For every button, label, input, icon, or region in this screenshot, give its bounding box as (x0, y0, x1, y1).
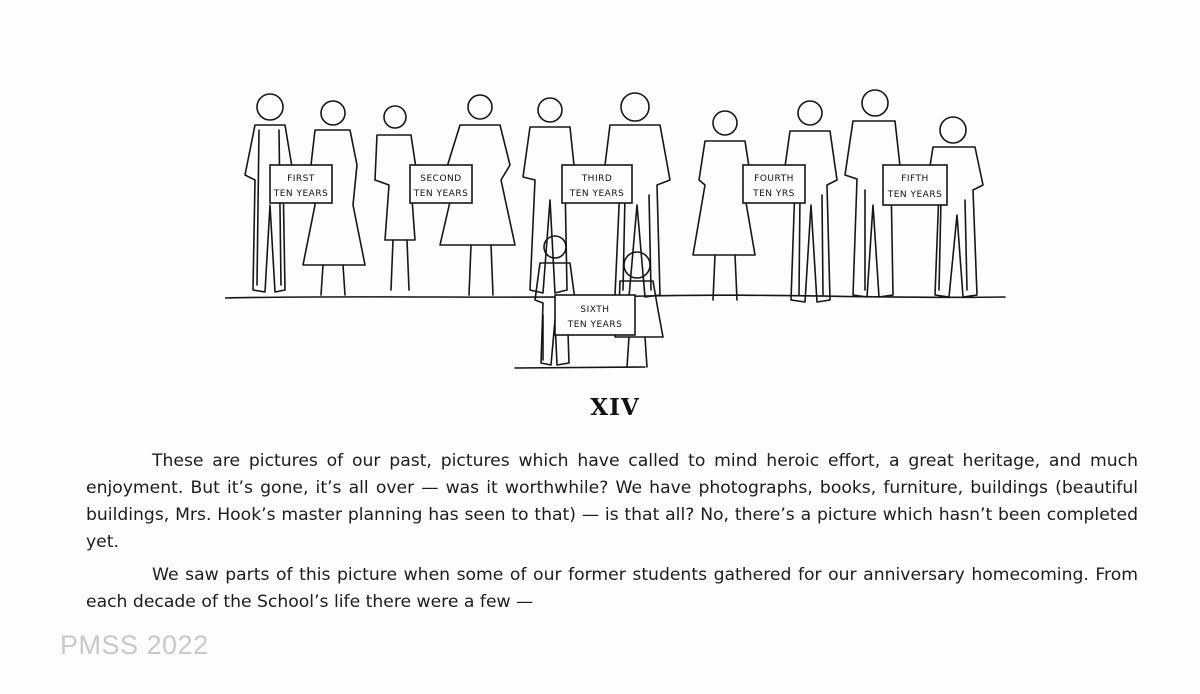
sign-fourth-line1: FOURTH (754, 174, 794, 184)
sign-sixth-line1: SIXTH (580, 305, 610, 315)
sign-first-line1: FIRST (287, 174, 315, 184)
sign-second-line2: TEN YEARS (413, 189, 469, 199)
body-paragraph-1: These are pictures of our past, pictures which have called to mind heroic effort, a great heritage, and much enjoyment. But it’s gone, it’s all over — was it worthwhile? We have photographs, books, furniture, buildings (beautiful buildings, Mrs. Hook’s master planning has seen to that) — is that all? No, there’s a picture which hasn’t been completed yet. (86, 451, 1138, 552)
sign-third-line2: TEN YEARS (569, 189, 625, 199)
sign-first-line2: TEN YEARS (273, 189, 329, 199)
sign-third-line1: THIRD (581, 174, 613, 184)
decades-illustration (225, 85, 1015, 385)
watermark: PMSS 2022 (60, 630, 209, 660)
people-holding-signs-drawing (225, 85, 1015, 385)
sign-second-line1: SECOND (420, 174, 462, 184)
sign-fifth-line2: TEN YEARS (887, 190, 943, 200)
sign-fifth-line1: FIFTH (901, 174, 929, 184)
chapter-number: XIV (590, 394, 640, 421)
sign-fourth-line2: TEN YRS (753, 189, 795, 199)
sign-sixth-line2: TEN YEARS (567, 320, 623, 330)
body-paragraph-2: We saw parts of this picture when some of our former students gathered for our anniversary homecoming. From each decade of the School’s life there were a few — (86, 565, 1138, 612)
